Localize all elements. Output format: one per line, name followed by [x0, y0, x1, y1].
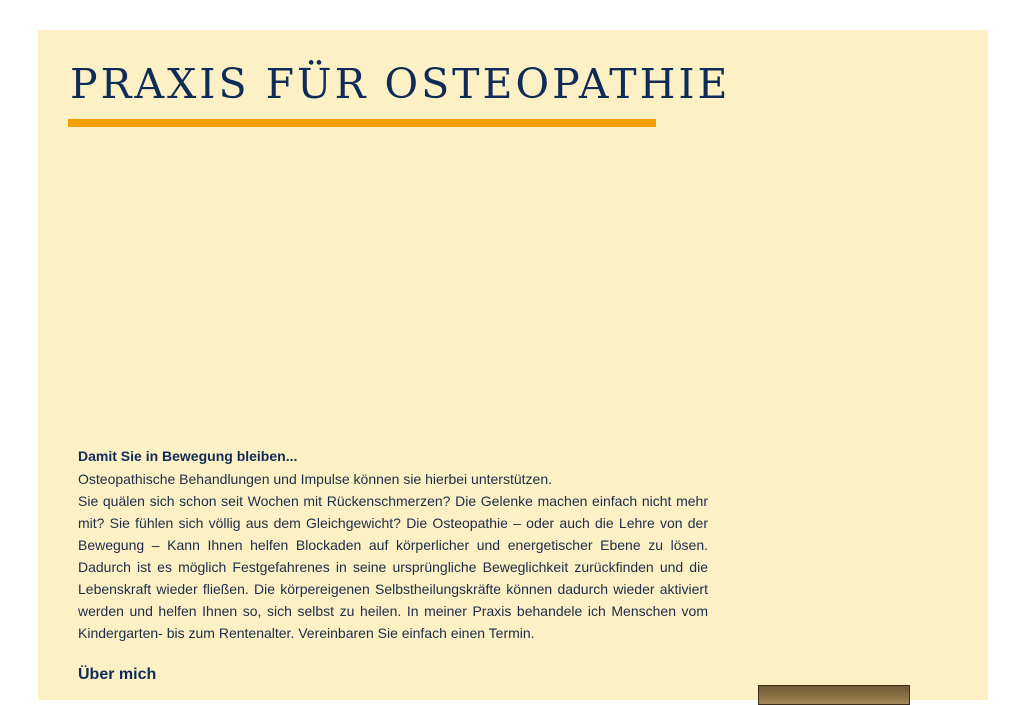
title-underline	[68, 119, 656, 127]
intro-heading: Damit Sie in Bewegung bleiben...	[78, 448, 298, 464]
about-heading: Über mich	[78, 666, 157, 683]
portrait-photo	[758, 685, 910, 705]
intro-lead: Osteopathische Behandlungen und Impulse können sie hierbei unterstützen.	[78, 471, 552, 487]
intro-body: Sie quälen sich schon seit Wochen mit Rückenschmerzen? Die Gelenke machen einfach nicht mehr mit? Sie fühlen sich völlig aus dem Gleichgewicht? Die Osteopathie – oder auch die Lehre von der Bewegung – Kann Ihnen helfen Blockaden auf körperlicher und energetischer Ebene zu lösen. Dadurch ist es möglich Festgefahrenes in seine ursprüngliche Beweglichkeit zurückfinden und die Lebenskraft wieder fließen. Die körpereigenen Selbstheilungskräfte können dadurch wieder aktiviert werden und helfen Ihnen so, sich selbst zu heilen. In meiner Praxis behandele ich Menschen vom Kindergarten- bis zum Rentenalter. Vereinbaren Sie einfach einen Termin.	[78, 493, 708, 641]
intro-section	[78, 447, 708, 644]
site-title: PRAXIS FÜR OSTEOPATHIE	[70, 60, 731, 108]
page-container	[38, 30, 988, 700]
